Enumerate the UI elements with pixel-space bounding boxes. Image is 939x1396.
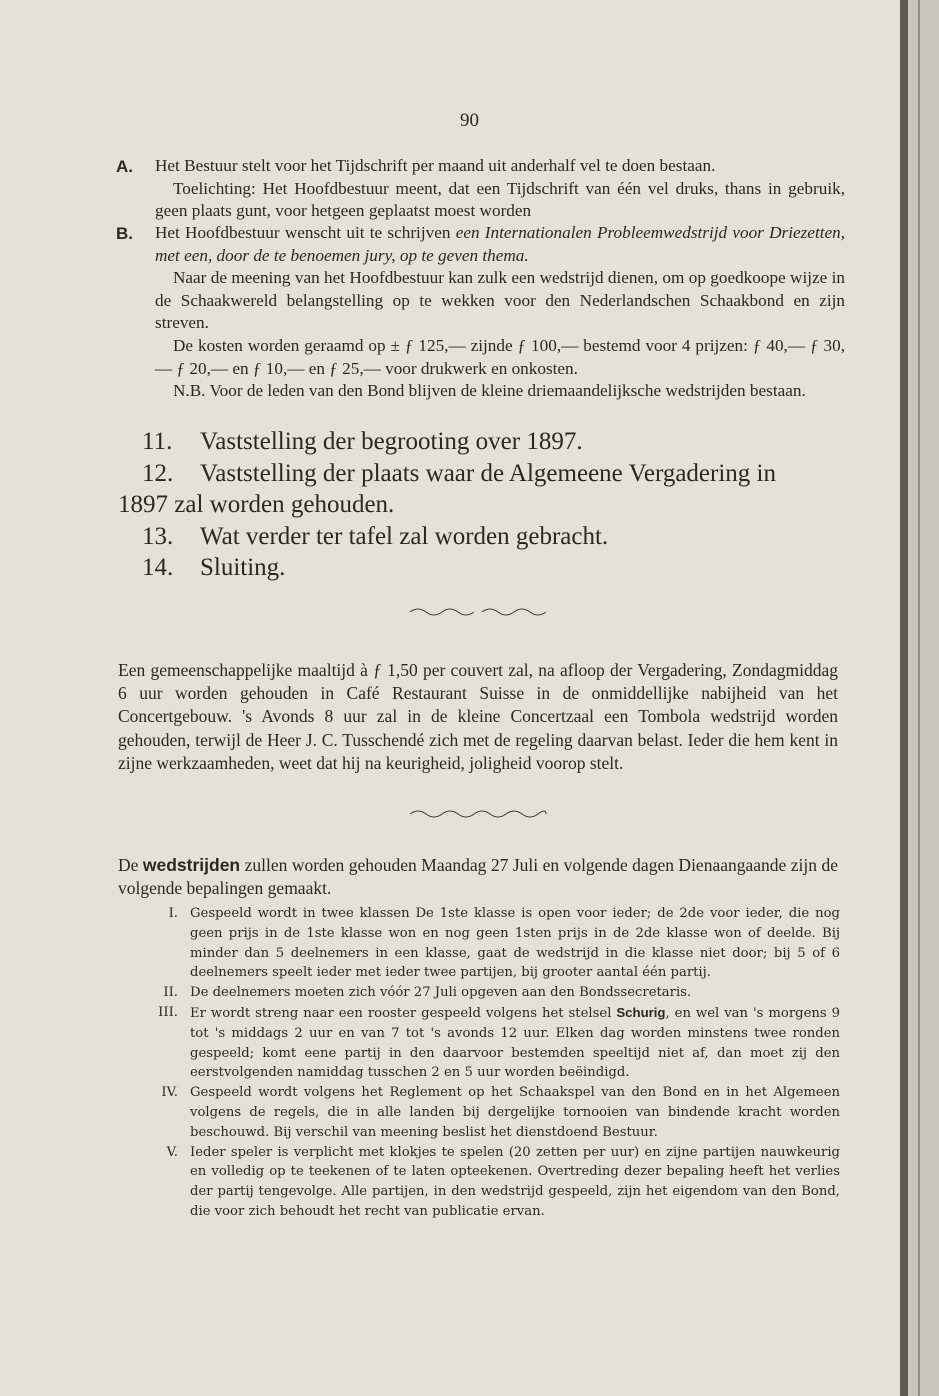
rule-text: Gespeeld wordt volgens het Reglement op het Schaakspel van den Bond en in het Algemeen volgens de regels, die in alle landen bij dergelijke tornooien van bindende kracht worden beschouwd. Bij verschil van meening beslist het dienstdoend Bestuur. <box>190 1085 840 1140</box>
agenda-item <box>118 521 838 553</box>
contests-intro <box>118 854 838 900</box>
page-edge <box>908 0 939 1396</box>
rule-text: De deelnemers moeten zich vóór 27 Juli opgeven aan den Bondssecretaris. <box>190 985 692 1001</box>
rule-number: II. <box>163 985 178 1001</box>
section-a-note: Toelichting: Het Hoofdbestuur meent, dat een Tijdschrift van één vel druks, thans in gebruik, geen plaats gunt, voor hetgeen geplaatst moest worden <box>155 178 845 221</box>
section-b-marker: B. <box>116 224 133 243</box>
agenda-item <box>118 426 838 458</box>
section-b-text-italic: een Internationalen Probleemwedstrijd voor Driezetten, met een, door de te benoemen jury, op te geven thema. <box>155 223 846 265</box>
agenda-item <box>118 552 838 584</box>
page-gutter <box>900 0 908 1396</box>
agenda-text: Vaststelling der plaats waar de Algemeene Vergadering in <box>200 459 776 487</box>
rule-text-post: , en wel van 's morgens 9 tot 's middags 2 uur en van 7 tot 's avonds 12 uur. Elken dag worden minstens twee ronden gespeeld; komt eene partij in den daarvoor bestemden speeltijd niet af, dan moet zij den eerstvolgenden namiddag tusschen 2 en 5 uur worden beëindigd. <box>190 1005 840 1081</box>
rules-list <box>150 904 840 1222</box>
rule-item <box>150 1083 840 1142</box>
section-b <box>155 222 845 403</box>
dinner-paragraph <box>118 659 838 775</box>
section-b-text-plain: Het Hoofdbestuur wenscht uit te schrijven <box>155 223 456 242</box>
section-a-text: Het Bestuur stelt voor het Tijdschrift per maand uit anderhalf vel te doen bestaan. <box>155 156 716 175</box>
agenda-item <box>118 458 838 490</box>
page-number: 90 <box>460 110 479 131</box>
rule-number: I. <box>168 906 178 921</box>
rule-text: Ieder speler is verplicht met klokjes te spelen (20 zetten per uur) en zijne partijen nauwkeurig en volledig op te teekenen of te laten opteekenen. Overtreding dezer bepaling heeft het verlies der partij tengevolge. Alle partijen, in den wedstrijd gespeeld, zijn het eigendom van den Bond, die voor zich behoudt het recht van publicatie ervan. <box>190 1144 840 1219</box>
contests-intro-pre: De <box>118 855 143 875</box>
section-b-paragraph-3: De kosten worden geraamd op ± ƒ 125,— zijnde ƒ 100,— bestemd voor 4 prijzen: ƒ 40,— ƒ 30,— ƒ 20,— en ƒ 10,— en ƒ 25,— voor drukwerk en onkosten. <box>155 335 845 378</box>
rule-text-bold: Schurig <box>616 1004 666 1020</box>
decorative-divider <box>408 806 548 820</box>
agenda-text: Vaststelling der begrooting over 1897. <box>200 428 583 455</box>
contests-intro-text <box>118 854 838 900</box>
rule-item <box>150 983 840 1003</box>
rule-number: V. <box>166 1144 178 1160</box>
section-a-marker: A. <box>116 157 133 176</box>
contests-intro-bold: wedstrijden <box>142 855 241 875</box>
section-b-paragraph-2: Naar de meening van het Hoofdbestuur kan zulk een wedstrijd dienen, om op goedkoope wijze in de Schaakwereld belangstelling op te wekken voor den Nederlandschen Schaakbond en zijn streven. <box>155 268 845 333</box>
decorative-divider <box>408 604 548 618</box>
section-a <box>155 155 845 223</box>
agenda-text: Wat verder ter tafel zal worden gebracht. <box>200 522 609 550</box>
agenda-list <box>118 426 838 584</box>
rule-item <box>150 1143 840 1222</box>
agenda-number: 13. <box>142 522 174 550</box>
section-b-paragraph-4: N.B. Voor de leden van den Bond blijven de kleine driemaandelijksche wedstrijden bestaan. <box>173 381 806 401</box>
rule-text: Gespeeld wordt in twee klassen De 1ste klasse is open voor ieder; de 2de voor ieder, die nog geen prijs in de 1ste klasse won en nog geen 1sten prijs in de 2de klasse won of deelde. Bij minder dan 5 deelnemers in een klasse, gaat de wedstrijd in die klasse niet door; bij 5 of 6 deelnemers speelt ieder met ieder twee partijen, bij grooter aantal één partij. <box>190 906 840 981</box>
contests-intro-post: zullen worden gehouden Maandag 27 Juli en volgende dagen Dienaangaande zijn de volgende bepalingen gemaakt. <box>118 855 838 899</box>
section-b-text <box>155 222 845 267</box>
rule-item <box>150 904 840 983</box>
page-edge-line <box>918 0 920 1396</box>
rule-number: III. <box>158 1004 178 1020</box>
rule-text-pre: Er wordt streng naar een rooster gespeeld volgens het stelsel <box>190 1005 617 1021</box>
dinner-text: Een gemeenschappelijke maaltijd à ƒ 1,50 per couvert zal, na afloop der Vergadering, Zondagmiddag 6 uur worden gehouden in Café Restaurant Suisse in de onmiddellijke nabijheid van het Concertgebouw. 's Avonds 8 uur zal in de kleine Concertzaal een Tombola wedstrijd worden gehouden, terwijl de Heer J. C. Tusschendé zich met de regeling daarvan belast. Ieder die hem kent in zijne werkzaamheden, weet dat hij na keurigheid, joligheid voorop stelt. <box>118 660 838 773</box>
agenda-number: 11. <box>142 428 173 455</box>
agenda-text: Sluiting. <box>200 554 286 581</box>
agenda-item-continuation: 1897 zal worden gehouden. <box>118 491 395 518</box>
rule-number: IV. <box>161 1085 178 1101</box>
agenda-number: 14. <box>142 554 174 581</box>
agenda-number: 12. <box>142 459 174 487</box>
rule-item <box>150 1003 840 1083</box>
